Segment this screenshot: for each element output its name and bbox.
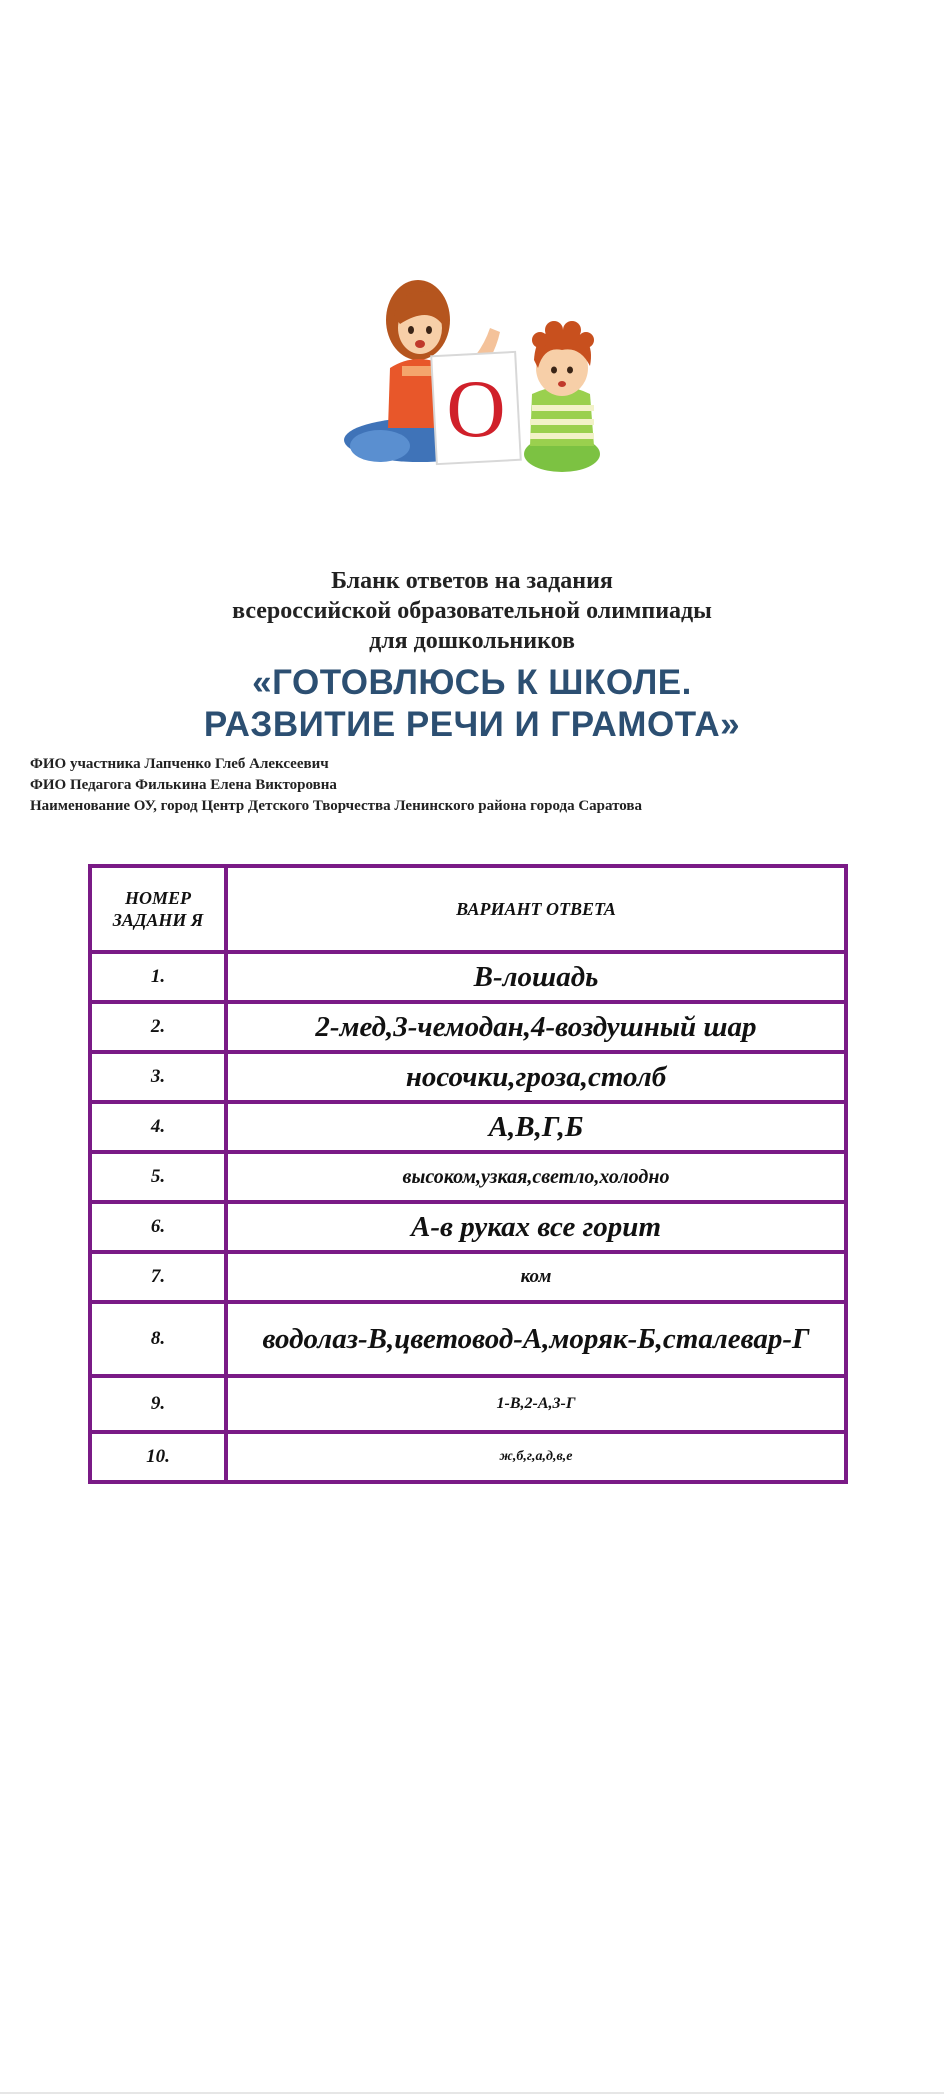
task-number: 3. [90, 1052, 226, 1102]
task-answer: В-лошадь [226, 952, 846, 1002]
table-row [90, 1376, 846, 1432]
task-number: 1. [90, 952, 226, 1002]
task-answer: А,В,Г,Б [226, 1102, 846, 1152]
task-number: 10. [90, 1432, 226, 1482]
school-info: Наименование ОУ, город Центр Детского Творчества Ленинского района города Саратова [30, 798, 643, 814]
header-line-2: всероссийской образовательной олимпиады [232, 598, 712, 624]
task-number: 7. [90, 1252, 226, 1302]
card-letter: О [446, 363, 506, 454]
table-row [90, 1432, 846, 1482]
table-row [90, 1002, 846, 1052]
table-row [90, 1102, 846, 1152]
title-line-1: «ГОТОВЛЮСЬ К ШКОЛЕ. [252, 663, 692, 702]
task-number: 6. [90, 1202, 226, 1252]
form-header [0, 566, 944, 656]
task-number: 4. [90, 1102, 226, 1152]
task-answer: высоком,узкая,светло,холодно [226, 1152, 846, 1202]
teacher-info: ФИО Педагога Филькина Елена Викторовна [30, 777, 337, 793]
task-answer: водолаз-В,цветовод-А,моряк-Б,сталевар-Г [226, 1302, 846, 1376]
task-answer: ж,б,г,а,д,в,е [226, 1432, 846, 1482]
task-answer: носочки,гроза,столб [226, 1052, 846, 1102]
header-line-1: Бланк ответов на задания [331, 568, 613, 594]
olympiad-title [0, 662, 944, 746]
task-answer: ком [226, 1252, 846, 1302]
title-line-2: РАЗВИТИЕ РЕЧИ И ГРАМОТА» [203, 705, 741, 744]
col-task-number-header: НОМЕР ЗАДАНИ Я [90, 866, 226, 952]
table-row [90, 952, 846, 1002]
task-answer: 1-В,2-А,3-Г [226, 1376, 846, 1432]
participant-info: ФИО участника Лапченко Глеб Алексеевич [30, 756, 329, 772]
table-header-row [90, 866, 846, 952]
table-row [90, 1302, 846, 1376]
answers-table [88, 864, 848, 1484]
table-row [90, 1202, 846, 1252]
task-answer: 2-мед,3-чемодан,4-воздушный шар [226, 1002, 846, 1052]
table-row [90, 1252, 846, 1302]
header-line-3: для дошкольников [369, 628, 575, 654]
page-bottom-divider [0, 2092, 944, 2094]
table-row [90, 1152, 846, 1202]
task-number: 8. [90, 1302, 226, 1376]
task-number: 2. [90, 1002, 226, 1052]
teacher-child-illustration [340, 268, 606, 480]
task-number: 9. [90, 1376, 226, 1432]
table-row [90, 1052, 846, 1102]
col-answer-header: ВАРИАНТ ОТВЕТА [226, 866, 846, 952]
task-number: 5. [90, 1152, 226, 1202]
task-answer: А-в руках все горит [226, 1202, 846, 1252]
